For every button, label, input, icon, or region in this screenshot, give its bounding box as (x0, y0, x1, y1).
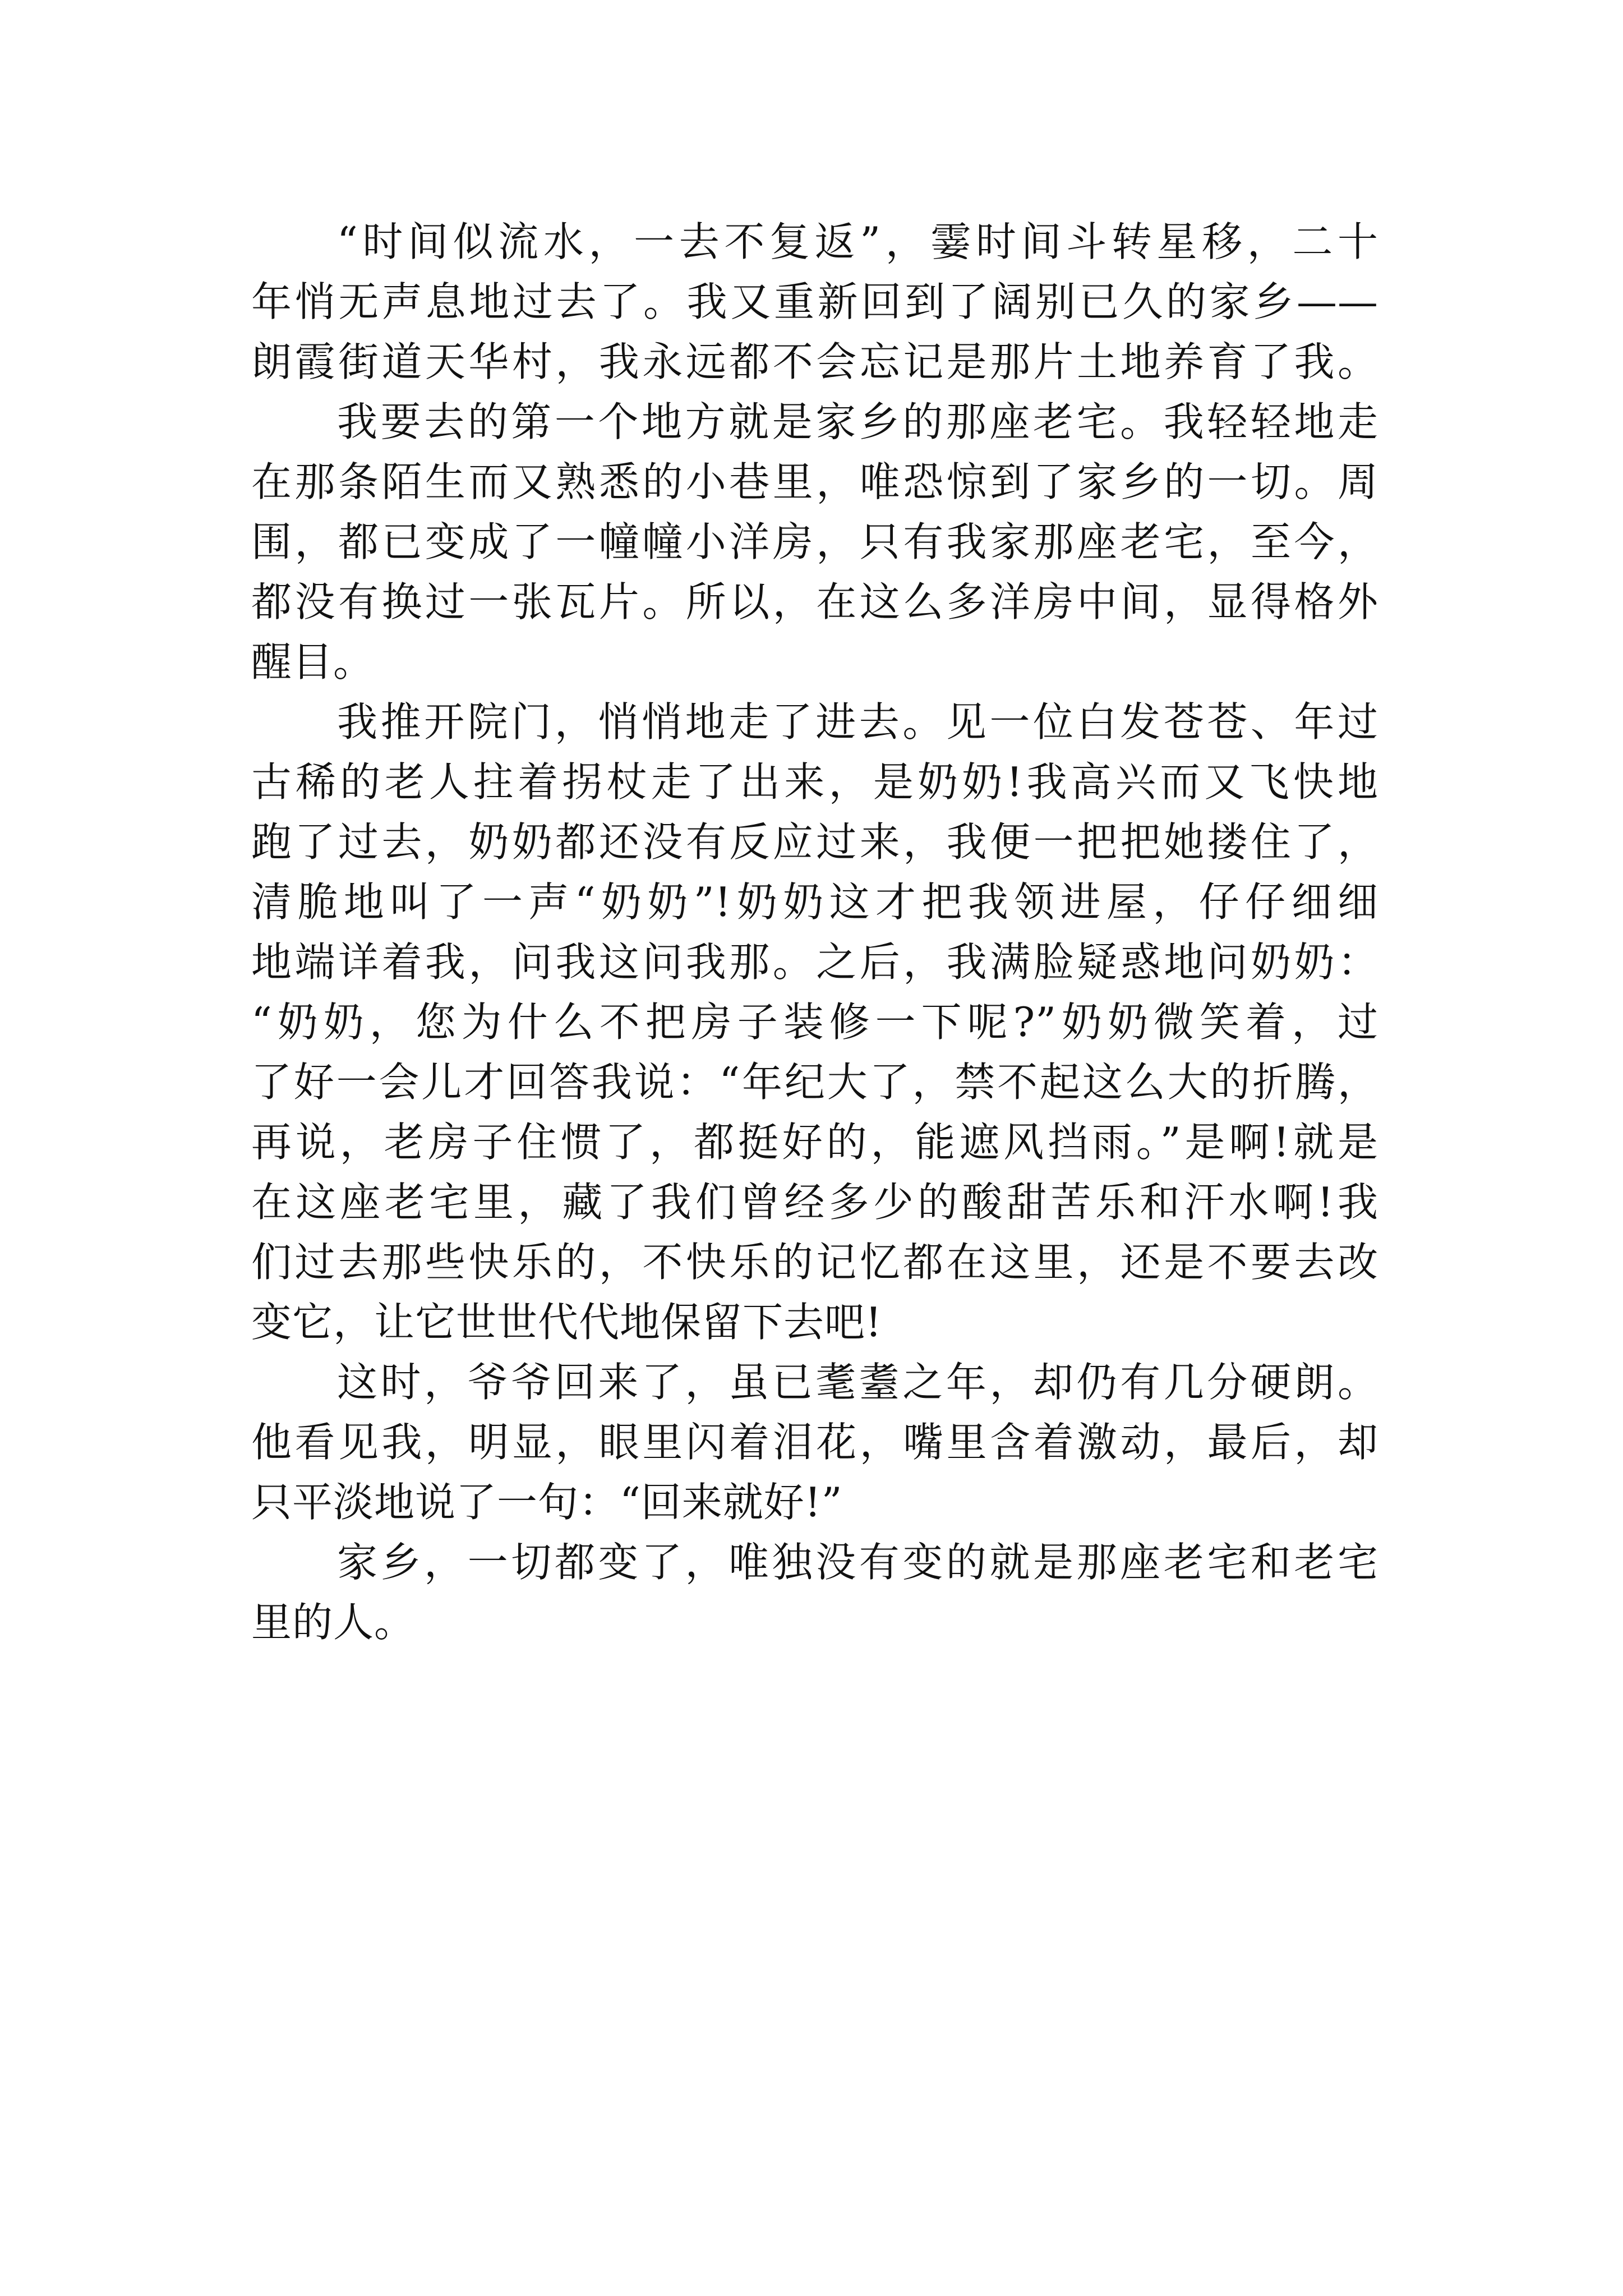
paragraph-line: 年悄无声息地过去了。我又重新回到了阔别已久的家乡—— (251, 278, 1378, 325)
paragraph-line: 他看见我，明显，眼里闪着泪花，嘴里含着激动，最后，却 (251, 1419, 1378, 1466)
paragraph-line: 地端详着我，问我这问我那。之后，我满脸疑惑地问奶奶： (251, 938, 1378, 986)
paragraph-line: 都没有换过一张瓦片。所以，在这么多洋房中间，显得格外 (251, 578, 1378, 625)
paragraph-line: 再说，老房子住惯了，都挺好的，能遮风挡雨。”是啊!就是 (251, 1119, 1378, 1166)
paragraph-line: 古稀的老人拄着拐杖走了出来，是奶奶!我高兴而又飞快地 (251, 758, 1378, 806)
paragraph-line: 朗霞街道天华村，我永远都不会忘记是那片土地养育了我。 (251, 338, 1378, 385)
paragraph-line: 里的人。 (251, 1599, 416, 1646)
paragraph-line: 在这座老宅里，藏了我们曾经多少的酸甜苦乐和汗水啊!我 (251, 1179, 1378, 1226)
paragraph-2 (251, 392, 1378, 692)
paragraph-line: 变它，让它世世代代地保留下去吧! (251, 1299, 882, 1346)
paragraph-1 (251, 212, 1378, 392)
paragraph-line: 清脆地叫了一声“奶奶”!奶奶这才把我领进屋，仔仔细细 (251, 878, 1378, 926)
paragraph-line: “奶奶，您为什么不把房子装修一下呢?”奶奶微笑着，过 (251, 999, 1378, 1046)
paragraph-line: “时间似流水，一去不复返”，霎时间斗转星移，二十 (337, 218, 1378, 265)
paragraph-5 (251, 1533, 1378, 1653)
paragraph-line: 了好一会儿才回答我说：“年纪大了，禁不起这么大的折腾， (251, 1059, 1378, 1106)
paragraph-4 (251, 1352, 1378, 1533)
paragraph-line: 醒目。 (251, 638, 375, 685)
paragraph-line: 跑了过去，奶奶都还没有反应过来，我便一把把她搂住了， (251, 818, 1378, 866)
paragraph-line: 围，都已变成了一幢幢小洋房，只有我家那座老宅，至今， (251, 518, 1378, 565)
paragraph-line: 在那条陌生而又熟悉的小巷里，唯恐惊到了家乡的一切。周 (251, 458, 1378, 505)
paragraph-line: 家乡，一切都变了，唯独没有变的就是那座老宅和老宅 (337, 1539, 1378, 1586)
paragraph-line: 只平淡地说了一句：“回来就好!” (251, 1479, 843, 1526)
paragraph-line: 这时，爷爷回来了，虽已耄耋之年，却仍有几分硬朗。 (337, 1359, 1378, 1406)
paragraph-line: 我推开院门，悄悄地走了进去。见一位白发苍苍、年过 (337, 698, 1378, 746)
paragraph-3 (251, 692, 1378, 1352)
paragraph-line: 我要去的第一个地方就是家乡的那座老宅。我轻轻地走 (337, 398, 1378, 445)
paragraph-line: 们过去那些快乐的，不快乐的记忆都在这里，还是不要去改 (251, 1239, 1378, 1286)
essay-body (251, 212, 1378, 1653)
